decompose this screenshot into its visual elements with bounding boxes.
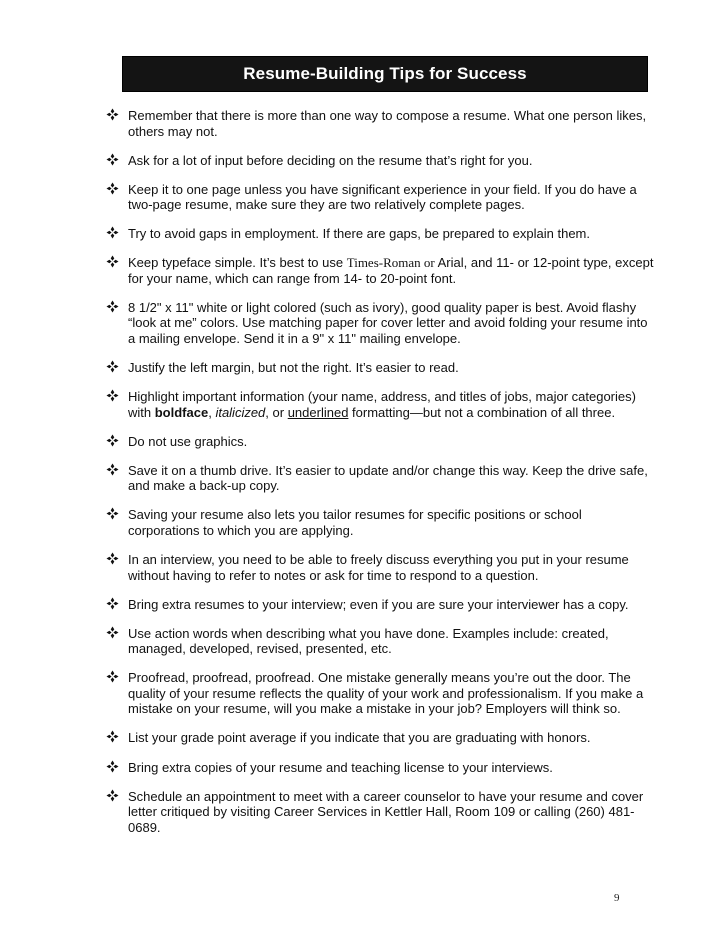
- diamond-bullet-icon: [106, 300, 120, 315]
- tip-item: [106, 360, 654, 376]
- diamond-bullet-icon: [106, 552, 120, 567]
- diamond-bullet-icon: [106, 182, 120, 197]
- tip-item: [106, 507, 654, 538]
- tip-item: [106, 463, 654, 494]
- diamond-bullet-icon: [106, 389, 120, 404]
- tip-text: Proofread, proofread, proofread. One mistake generally means you’re out the door. The quality of your resume reflects the quality of your work and professionalism. If you make a mistake on your resume, will you make a mistake in your job? Employers will think so.: [128, 670, 644, 717]
- tip-text: List your grade point average if you indicate that you are graduating with honors.: [128, 730, 591, 746]
- diamond-bullet-icon: [106, 507, 120, 522]
- tip-text: In an interview, you need to be able to freely discuss everything you put in your resume without having to refer to notes or ask for time to respond to a question.: [128, 552, 629, 583]
- diamond-bullet-icon: [106, 108, 120, 123]
- tip-item: [106, 552, 654, 583]
- tip-text: Do not use graphics.: [128, 433, 248, 449]
- tip-text: 8 1/2" x 11" white or light colored (such as ivory), good quality paper is best. Avoid flashy “look at me” colors. Use matching paper for cover letter and avoid folding your resume into a mailing envelope. Send it in a 9" x 11" mailing envelope.: [128, 299, 648, 346]
- tip-text: Save it on a thumb drive. It’s easier to update and/or change this way. Keep the drive safe, and make a back-up copy.: [128, 462, 648, 494]
- diamond-bullet-icon: [106, 789, 120, 804]
- diamond-bullet-icon: [106, 670, 120, 685]
- tip-item: [106, 108, 654, 139]
- diamond-bullet-icon: [106, 226, 120, 241]
- diamond-bullet-icon: [106, 360, 120, 375]
- page-title: Resume-Building Tips for Success: [243, 64, 527, 83]
- tip-text: Bring extra copies of your resume and teaching license to your interviews.: [128, 759, 553, 775]
- tip-item: [106, 389, 654, 420]
- diamond-bullet-icon: [106, 730, 120, 745]
- tip-item: [106, 626, 654, 657]
- tip-item: [106, 182, 654, 213]
- tip-text: Saving your resume also lets you tailor resumes for specific positions or school corporations to which you are applying.: [128, 507, 582, 538]
- tip-text: Bring extra resumes to your interview; even if you are sure your interviewer has a copy.: [128, 596, 629, 612]
- tip-text-separator: , or: [265, 404, 288, 420]
- diamond-bullet-icon: [106, 153, 120, 168]
- tip-item: [106, 789, 654, 836]
- tip-text: Justify the left margin, but not the right. It’s easier to read.: [128, 360, 459, 376]
- tip-item: [106, 597, 654, 613]
- page-number: 9: [614, 892, 620, 904]
- tip-text-bold: boldface: [154, 404, 209, 420]
- tips-list: [106, 108, 654, 849]
- diamond-bullet-icon: [106, 434, 120, 449]
- tip-text: Schedule an appointment to meet with a career counselor to have your resume and cover letter critiqued by visiting Career Services in Kettler Hall, Room 109 or calling (260) 481-0689.: [128, 788, 644, 835]
- tip-item: [106, 300, 654, 347]
- diamond-bullet-icon: [106, 463, 120, 478]
- diamond-bullet-icon: [106, 597, 120, 612]
- diamond-bullet-icon: [106, 626, 120, 641]
- tip-text: Try to avoid gaps in employment. If there are gaps, be prepared to explain them.: [128, 226, 590, 242]
- tip-text-start: Keep typeface simple. It’s best to use: [128, 255, 347, 271]
- tip-item: [106, 730, 654, 746]
- tip-text-separator: ,: [208, 404, 216, 420]
- tip-text-italic: italicized: [215, 404, 266, 420]
- tip-text: Keep it to one page unless you have significant experience in your field. If you do have a two-page resume, make sure they are two relatively complete pages.: [128, 181, 637, 213]
- tip-text-underline: underlined: [287, 404, 349, 420]
- tip-item: [106, 255, 654, 286]
- tip-text: Remember that there is more than one way to compose a resume. What one person likes, others may not.: [128, 108, 647, 139]
- tip-text-end: Arial, and 11- or 12-point type, except for your name, which can range from 14- to 20-point font.: [128, 255, 654, 286]
- tip-text-serif-font: Times-Roman or: [346, 255, 435, 271]
- diamond-bullet-icon: [106, 255, 120, 270]
- tip-text-end: formatting—but not a combination of all three.: [348, 404, 616, 420]
- tip-text: Ask for a lot of input before deciding on the resume that’s right for you.: [128, 152, 533, 168]
- tip-item: [106, 434, 654, 450]
- tip-item: [106, 153, 654, 169]
- tip-text: Use action words when describing what you have done. Examples include: created, managed, developed, revised, presented, etc.: [128, 625, 609, 657]
- diamond-bullet-icon: [106, 760, 120, 775]
- tip-item: [106, 670, 654, 717]
- tip-item: [106, 226, 654, 242]
- title-banner: [122, 56, 648, 92]
- tip-text-start: Highlight important information (your name, address, and titles of jobs, major categories) with: [128, 389, 636, 420]
- tip-item: [106, 760, 654, 776]
